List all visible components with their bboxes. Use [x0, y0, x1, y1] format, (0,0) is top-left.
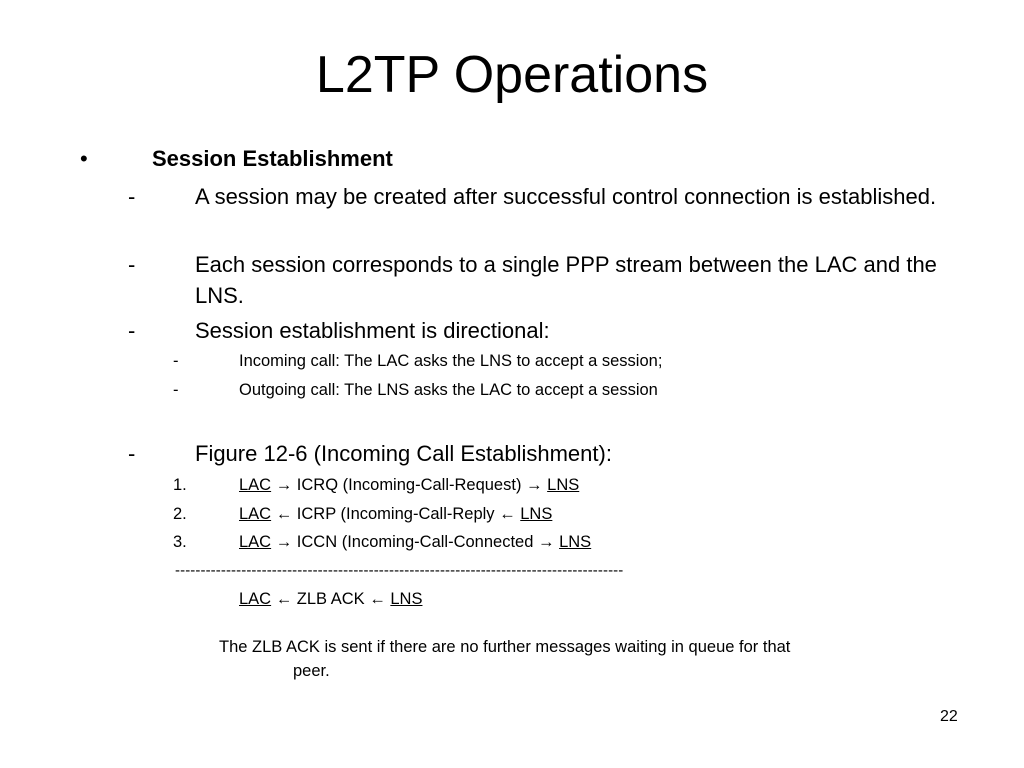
note-line-1: The ZLB ACK is sent if there are no further messages waiting in queue for that — [219, 638, 791, 656]
point-text: Each session corresponds to a single PPP stream between the LAC and the LNS. — [195, 252, 937, 308]
figure-reference: Figure 12-6 (Incoming Call Establishment): — [195, 441, 612, 466]
right-arrow-icon: → — [526, 476, 543, 494]
left-arrow-icon: ← — [275, 505, 293, 523]
sub-point-marker: - — [173, 352, 179, 370]
step-left-entity: LAC — [239, 476, 272, 494]
step-number: 3. — [173, 533, 187, 551]
step-message: ICCN (Incoming-Call-Connected — [296, 533, 534, 551]
step-number: 2. — [173, 505, 187, 523]
step-row — [239, 474, 579, 496]
section-heading: Session Establishment — [152, 146, 393, 171]
point-marker: - — [128, 252, 136, 277]
note-line-2: peer. — [293, 662, 330, 680]
point-marker: - — [128, 184, 136, 209]
sub-point-text: Incoming call: The LAC asks the LNS to accept a session; — [239, 352, 663, 370]
page-number: 22 — [940, 708, 958, 725]
step-right-entity: LNS — [547, 476, 580, 494]
point-marker: - — [128, 318, 136, 343]
separator-line: ---------------------------------------------------------------------------------------- — [175, 562, 624, 579]
step-message: ICRP (Incoming-Call-Reply — [296, 505, 495, 523]
right-arrow-icon: → — [275, 476, 293, 494]
step-right-entity: LNS — [559, 533, 592, 551]
step-number: 1. — [173, 476, 187, 494]
step-left-entity: LAC — [239, 505, 272, 523]
left-arrow-icon: ← — [369, 590, 386, 608]
sub-point-marker: - — [173, 381, 179, 399]
step-row — [239, 531, 591, 553]
point-marker: - — [128, 441, 136, 466]
right-arrow-icon: → — [275, 533, 293, 551]
sub-point-text: Outgoing call: The LNS asks the LAC to accept a session — [239, 381, 658, 399]
step-message: ICRQ (Incoming-Call-Request) — [296, 476, 522, 494]
step-right-entity: LNS — [520, 505, 553, 523]
bullet-marker: • — [80, 146, 88, 171]
left-arrow-icon: ← — [275, 590, 293, 608]
point-text: Session establishment is directional: — [195, 318, 550, 343]
point-text: A session may be created after successful control connection is established. — [195, 184, 937, 209]
zlb-left-entity: LAC — [239, 590, 272, 608]
zlb-right-entity: LNS — [390, 590, 423, 608]
right-arrow-icon: → — [537, 533, 555, 551]
left-arrow-icon: ← — [499, 505, 516, 523]
zlb-row — [239, 588, 422, 610]
step-row — [239, 503, 552, 525]
step-left-entity: LAC — [239, 533, 272, 551]
zlb-message: ZLB ACK — [296, 590, 365, 608]
slide-title: L2TP Operations — [315, 46, 709, 104]
